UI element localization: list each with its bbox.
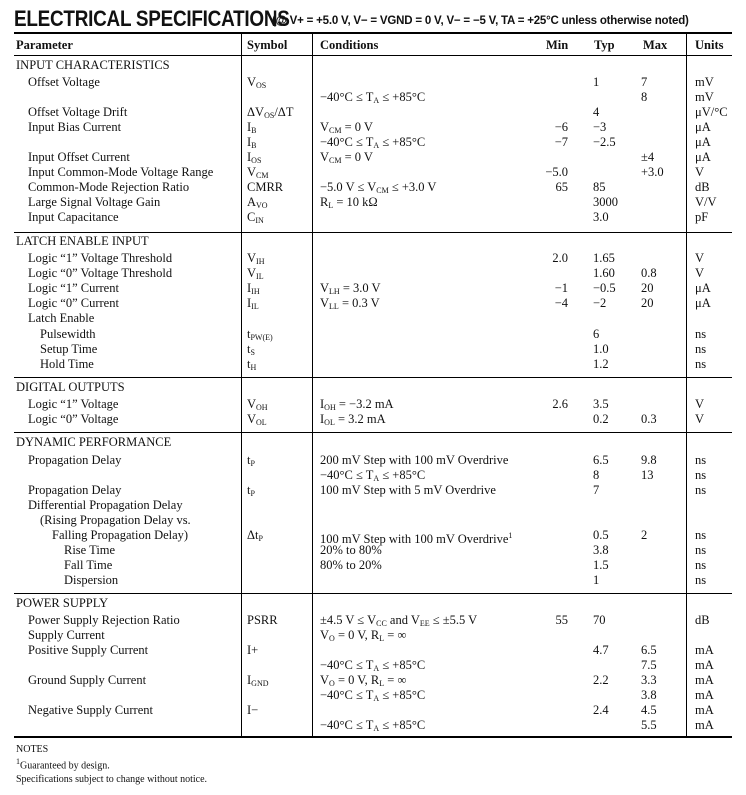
conditions-cell: $-40^\circ C \le T_A \le +85^\circ C$ xyxy=(320,658,426,673)
symbol-cell: $V_{IL}$ xyxy=(247,266,264,281)
parameter-cell: Negative Supply Current xyxy=(28,703,153,717)
symbol-cell: $V_{OL}$ xyxy=(247,412,267,427)
symbol-cell: $I_B$ xyxy=(247,120,257,135)
typ-cell: 1 xyxy=(593,573,600,587)
units-cell: mA xyxy=(695,643,714,657)
parameter-cell: Large Signal Voltage Gain xyxy=(28,195,161,209)
conditions-cell: 100 mV Step with 100 mV Overdrive$^1$ xyxy=(320,531,513,547)
typ-cell: 3.5 xyxy=(593,397,609,411)
units-cell: ns xyxy=(695,468,707,482)
typ-cell: 1 xyxy=(593,75,600,89)
units-cell: V/V xyxy=(695,195,717,209)
symbol-cell: $V_{OH}$ xyxy=(247,397,268,412)
typ-cell: −3 xyxy=(593,120,607,134)
units-cell: mA xyxy=(695,688,714,702)
units-cell: mA xyxy=(695,703,714,717)
units-cell: ns xyxy=(695,483,707,497)
typ-cell: 1.0 xyxy=(593,342,609,356)
table-bottom-rule xyxy=(14,736,732,738)
conditions-cell: $I_{OL} = 3.2$ mA xyxy=(320,412,386,427)
typ-cell: 7 xyxy=(593,483,600,497)
symbol-cell: $t_S$ xyxy=(247,342,255,357)
table-top-rule xyxy=(14,32,732,34)
footnote-text: Guaranteed by design. xyxy=(20,760,110,772)
parameter-cell: Differential Propagation Delay xyxy=(28,498,183,512)
column-divider xyxy=(686,33,687,737)
parameter-cell: Setup Time xyxy=(40,342,98,356)
symbol-cell: $I_{OS}$ xyxy=(247,150,262,165)
section-title: DYNAMIC PERFORMANCE xyxy=(16,435,172,449)
conditions-cell: $V_{CM} = 0$ V xyxy=(320,120,373,135)
typ-cell: 6 xyxy=(593,327,600,341)
title-text: ELECTRICAL SPECIFICATIONS xyxy=(14,6,290,31)
typ-cell: 4.7 xyxy=(593,643,609,657)
section-divider xyxy=(14,232,732,233)
typ-cell: 3.0 xyxy=(593,210,609,224)
typ-cell: 1.2 xyxy=(593,357,609,371)
section-divider xyxy=(14,432,732,433)
min-cell: −7 xyxy=(554,135,568,149)
symbol-cell: $V_{OS}$ xyxy=(247,75,267,90)
units-cell: mV xyxy=(695,75,714,89)
typ-cell: −2 xyxy=(593,296,607,310)
parameter-cell: Dispersion xyxy=(64,573,119,587)
units-cell: V xyxy=(695,397,705,411)
parameter-cell: Rise Time xyxy=(64,543,116,557)
header-conditions: Conditions xyxy=(320,38,379,52)
conditions-cell: ±4.5 $V \le V_{CC}$ and $V_{EE} \le \pm 5.5$ V xyxy=(320,613,478,628)
units-cell: dB xyxy=(695,180,710,194)
header-units: Units xyxy=(695,38,724,52)
conditions-cell: $V_{LH} = 3.0$ V xyxy=(320,281,381,296)
section-title: LATCH ENABLE INPUT xyxy=(16,234,149,248)
conditions-cell: 100 mV Step with 5 mV Overdrive xyxy=(320,483,496,497)
header-bottom-rule xyxy=(14,55,732,56)
units-cell: V xyxy=(695,412,705,426)
max-cell: 0.3 xyxy=(641,412,657,426)
parameter-cell: Fall Time xyxy=(64,558,113,572)
max-cell: +3.0 xyxy=(641,165,664,179)
conditions-cell: $-40^\circ C \le T_A \le +85^\circ C$ xyxy=(320,90,426,105)
typ-cell: −2.5 xyxy=(593,135,616,149)
max-cell: 3.8 xyxy=(641,688,657,702)
symbol-cell: $\Delta t_P$ xyxy=(247,528,263,543)
typ-cell: 6.5 xyxy=(593,453,609,467)
units-cell: ns xyxy=(695,342,707,356)
conditions-cell: $-40^\circ C \le T_A \le +85^\circ C$ xyxy=(320,688,426,703)
parameter-cell: Positive Supply Current xyxy=(28,643,149,657)
max-cell: 20 xyxy=(641,281,654,295)
conditions-cell: $V_O = 0$ V, $R_L$ = ∞ xyxy=(320,673,407,688)
symbol-cell: $V_{CM}$ xyxy=(247,165,269,180)
symbol-cell: $\Delta V_{OS}/\Delta T$ xyxy=(247,105,294,120)
header-max: Max xyxy=(643,38,668,52)
min-cell: −4 xyxy=(554,296,568,310)
units-cell: μA xyxy=(695,135,711,149)
min-cell: 55 xyxy=(555,613,568,627)
units-cell: mV xyxy=(695,90,714,104)
max-cell: 9.8 xyxy=(641,453,657,467)
min-cell: 65 xyxy=(555,180,568,194)
symbol-cell: PSRR xyxy=(247,613,278,627)
parameter-cell: Common-Mode Rejection Ratio xyxy=(28,180,190,194)
section-title: POWER SUPPLY xyxy=(16,596,109,610)
max-cell: 3.3 xyxy=(641,673,657,687)
symbol-cell: $t_P$ xyxy=(247,483,255,498)
units-cell: ns xyxy=(695,327,707,341)
footnote xyxy=(16,757,110,771)
min-cell: −1 xyxy=(554,281,568,295)
max-cell: 8 xyxy=(641,90,648,104)
conditions-cell: $I_{OH} = -3.2$ mA xyxy=(320,397,394,412)
typ-cell: 85 xyxy=(593,180,606,194)
units-cell: μA xyxy=(695,281,711,295)
section-title: INPUT CHARACTERISTICS xyxy=(16,58,170,72)
section-title: DIGITAL OUTPUTS xyxy=(16,380,125,394)
symbol-cell: $t_H$ xyxy=(247,357,257,372)
parameter-cell: Latch Enable xyxy=(28,311,95,325)
units-cell: pF xyxy=(695,210,709,224)
units-cell: mA xyxy=(695,658,714,672)
section-divider xyxy=(14,593,732,594)
min-cell: 2.0 xyxy=(552,251,568,265)
typ-cell: 2.4 xyxy=(593,703,609,717)
symbol-cell: $I_{IL}$ xyxy=(247,296,259,311)
parameter-cell: Propagation Delay xyxy=(28,483,122,497)
units-cell: ns xyxy=(695,573,707,587)
conditions-cell: 200 mV Step with 100 mV Overdrive xyxy=(320,453,509,467)
conditions-cell: $R_L = 10$ kΩ xyxy=(320,195,378,210)
typ-cell: 3000 xyxy=(593,195,618,209)
parameter-cell: Input Capacitance xyxy=(28,210,119,224)
parameter-cell: Input Common-Mode Voltage Range xyxy=(28,165,214,179)
symbol-cell: $I_{IH}$ xyxy=(247,281,260,296)
conditions-cell: $-40^\circ C \le T_A \le +85^\circ C$ xyxy=(320,718,426,733)
units-cell: ns xyxy=(695,453,707,467)
symbol-cell: $V_{IH}$ xyxy=(247,251,265,266)
units-cell: μV/°C xyxy=(695,105,728,119)
max-cell: ±4 xyxy=(641,150,655,164)
typ-cell: 0.2 xyxy=(593,412,609,426)
disclaimer: Specifications subject to change without notice. xyxy=(16,774,208,785)
header-symbol: Symbol xyxy=(247,38,288,52)
typ-cell: 1.5 xyxy=(593,558,609,572)
conditions-cell: $V_{CM} = 0$ V xyxy=(320,150,373,165)
typ-cell: 0.5 xyxy=(593,528,609,542)
symbol-cell: $I_{GND}$ xyxy=(247,673,269,688)
max-cell: 6.5 xyxy=(641,643,657,657)
symbol-cell: I+ xyxy=(247,643,259,657)
symbol-cell: CMRR xyxy=(247,180,284,194)
parameter-cell: Propagation Delay xyxy=(28,453,122,467)
units-cell: μA xyxy=(695,296,711,310)
parameter-cell: Pulsewidth xyxy=(40,327,96,341)
conditions-cell: $-40^\circ C \le T_A \le +85^\circ C$ xyxy=(320,135,426,150)
parameter-cell: Offset Voltage xyxy=(28,75,100,89)
parameter-cell: Hold Time xyxy=(40,357,94,371)
units-cell: ns xyxy=(695,543,707,557)
parameter-cell: Logic “1” Voltage xyxy=(28,397,119,411)
max-cell: 20 xyxy=(641,296,654,310)
section-divider xyxy=(14,377,732,378)
typ-cell: 3.8 xyxy=(593,543,609,557)
parameter-cell: Logic “0” Voltage xyxy=(28,412,119,426)
typ-cell: 4 xyxy=(593,105,600,119)
typ-cell: 1.60 xyxy=(593,266,615,280)
parameter-cell: Falling Propagation Delay) xyxy=(52,528,189,542)
parameter-cell: Offset Voltage Drift xyxy=(28,105,128,119)
units-cell: ns xyxy=(695,528,707,542)
symbol-cell: $C_{IN}$ xyxy=(247,210,264,225)
units-cell: ns xyxy=(695,558,707,572)
typ-cell: −0.5 xyxy=(593,281,616,295)
max-cell: 7 xyxy=(641,75,648,89)
conditions-cell: $V_{LL} = 0.3$ V xyxy=(320,296,380,311)
max-cell: 5.5 xyxy=(641,718,657,732)
conditions-cell: −5.0 $V \le V_{CM} \le +3.0$ V xyxy=(320,180,437,195)
max-cell: 2 xyxy=(641,528,648,542)
min-cell: 2.6 xyxy=(552,397,568,411)
typ-cell: 1.65 xyxy=(593,251,615,265)
symbol-cell: $A_{VO}$ xyxy=(247,195,268,210)
units-cell: mA xyxy=(695,718,714,732)
max-cell: 0.8 xyxy=(641,266,657,280)
header-typ: Typ xyxy=(594,38,615,52)
typ-cell: 8 xyxy=(593,468,600,482)
typ-cell: 70 xyxy=(593,613,606,627)
spec-title xyxy=(14,6,689,32)
conditions-cell: 80% to 20% xyxy=(320,558,382,572)
symbol-cell: $I_B$ xyxy=(247,135,257,150)
units-cell: μA xyxy=(695,120,711,134)
units-cell: mA xyxy=(695,673,714,687)
parameter-cell: Logic “1” Voltage Threshold xyxy=(28,251,173,265)
symbol-cell: $t_P$ xyxy=(247,453,255,468)
parameter-cell: Supply Current xyxy=(28,628,105,642)
units-cell: μA xyxy=(695,150,711,164)
units-cell: ns xyxy=(695,357,707,371)
parameter-cell: (Rising Propagation Delay vs. xyxy=(40,513,191,527)
min-cell: −5.0 xyxy=(545,165,568,179)
parameter-cell: Ground Supply Current xyxy=(28,673,147,687)
parameter-cell: Logic “0” Voltage Threshold xyxy=(28,266,173,280)
units-cell: dB xyxy=(695,613,710,627)
max-cell: 13 xyxy=(641,468,654,482)
units-cell: V xyxy=(695,266,705,280)
column-divider xyxy=(241,33,242,737)
units-cell: V xyxy=(695,251,705,265)
notes-heading: NOTES xyxy=(16,744,49,755)
symbol-cell: $t_{PW(E)}$ xyxy=(247,327,273,342)
conditions-cell: $-40^\circ C \le T_A \le +85^\circ C$ xyxy=(320,468,426,483)
parameter-cell: Input Offset Current xyxy=(28,150,130,164)
parameter-cell: Power Supply Rejection Ratio xyxy=(28,613,180,627)
header-parameter: Parameter xyxy=(16,38,73,52)
column-divider xyxy=(312,33,313,737)
max-cell: 7.5 xyxy=(641,658,657,672)
header-min: Min xyxy=(546,38,569,52)
parameter-cell: Logic “1” Current xyxy=(28,281,119,295)
symbol-cell: I− xyxy=(247,703,259,717)
typ-cell: 2.2 xyxy=(593,673,609,687)
min-cell: −6 xyxy=(554,120,568,134)
footnote-mark: 1 xyxy=(16,757,20,766)
units-cell: V xyxy=(695,165,705,179)
conditions-cell: $V_O = 0$ V, $R_L$ = ∞ xyxy=(320,628,407,643)
parameter-cell: Input Bias Current xyxy=(28,120,122,134)
max-cell: 4.5 xyxy=(641,703,657,717)
conditions-cell: 20% to 80% xyxy=(320,543,382,557)
title-conditions: (@ V+ = +5.0 V, V− = VGND = 0 V, V− = −5 V, TA = +25°C unless otherwise noted) xyxy=(272,15,689,27)
parameter-cell: Logic “0” Current xyxy=(28,296,119,310)
